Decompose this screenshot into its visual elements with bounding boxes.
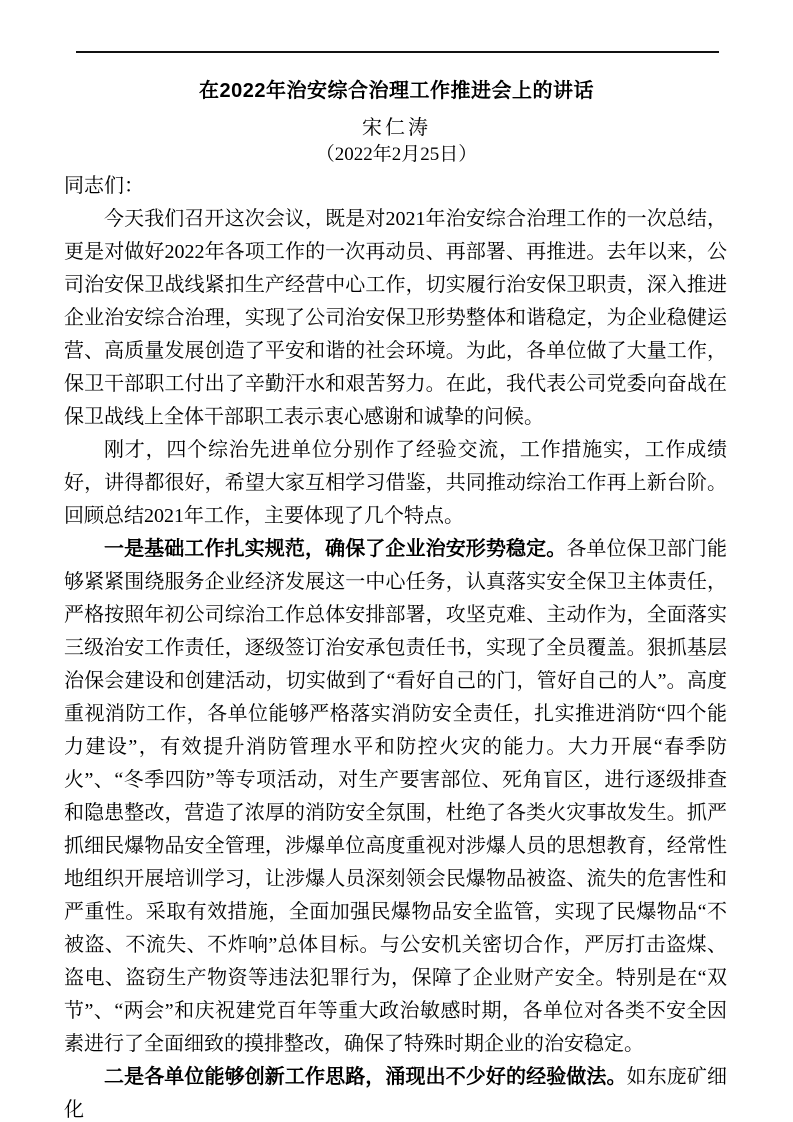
salutation: 同志们： [64,175,144,197]
paragraph-1-text: 今天我们召开这次会议，既是对2021年治安综合治理工作的一次总结，更是对做好2022年各项工作的一次再动员、再部署、再推进。去年以来，公司治安保卫战线紧扣生产经营中心工作，切实履行治安保卫职责，深入推进企业治安综合治理，实现了公司治安保卫形势整体和谐稳定，为企业稳健运营、高质量发展创造了平安和谐的社会环境。为此，各单位做了大量工作，保卫干部职工付出了辛勤汗水和艰苦努力。在此，我代表公司党委向奋战在保卫战线上全体干部职工表示衷心感谢和诚挚的问候。 [64,208,727,428]
paragraph-1 [64,203,727,434]
header-rule [76,51,719,53]
paragraph-4-text: 如东庞矿细化 [64,1066,728,1121]
paragraph-4-lead: 二是各单位能够创新工作思路，涌现出不少好的经验做法。 [104,1066,627,1088]
paragraph-2 [64,434,727,533]
author-name: 宋仁涛 [362,117,431,139]
document-title: 在2022年治安综合治理工作推进会上的讲话 [199,80,594,102]
paragraph-4 [64,1061,727,1122]
document-body [64,170,727,1122]
paragraph-3 [64,533,727,1061]
paragraph-2-text: 刚才，四个综治先进单位分别作了经验交流，工作措施实，工作成绩好，讲得都很好，希望大家互相学习借鉴，共同推动综治工作再上新台阶。回顾总结2021年工作，主要体现了几个特点。 [64,439,727,527]
document-date: （2022年2月25日） [315,144,478,165]
paragraph-3-text: 各单位保卫部门能够紧紧围绕服务企业经济发展这一中心任务，认真落实安全保卫主体责任，严格按照年初公司综治工作总体安排部署，攻坚克难、主动作为，全面落实三级治安工作责任，逐级签订治安承包责任书，实现了全员覆盖。狠抓基层治保会建设和创建活动，切实做到了“看好自己的门，管好自己的人”。高度重视消防工作，各单位能够严格落实消防安全责任，扎实推进消防“四个能力建设”，有效提升消防管理水平和防控火灾的能力。大力开展“春季防火”、“冬季四防”等专项活动，对生产要害部位、死角盲区，进行逐级排查和隐患整改，营造了浓厚的消防安全氛围，杜绝了各类火灾事故发生。抓严抓细民爆物品安全管理，涉爆单位高度重视对涉爆人员的思想教育，经常性地组织开展培训学习，让涉爆人员深刻领会民爆物品被盗、流失的危害性和严重性。采取有效措施，全面加强民爆物品安全监管，实现了民爆物品“不被盗、不流失、不炸响”总体目标。与公安机关密切合作，严厉打击盗煤、盗电、盗窃生产物资等违法犯罪行为，保障了企业财产安全。特别是在“双节”、“两会”和庆祝建党百年等重大政治敏感时期，各单位对各类不安全因素进行了全面细致的摸排整改，确保了特殊时期企业的治安稳定。 [64,538,728,1055]
paragraph-3-lead: 一是基础工作扎实规范，确保了企业治安形势稳定。 [104,538,567,560]
